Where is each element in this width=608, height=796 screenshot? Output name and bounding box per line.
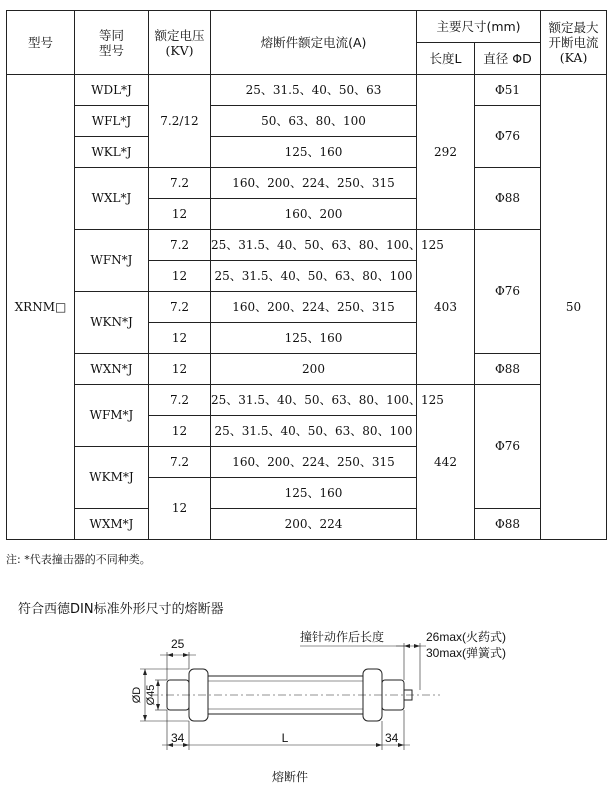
equiv-cell: WDL*J	[75, 75, 149, 106]
equiv-cell: WFM*J	[75, 385, 149, 447]
header-current: 熔断件额定电流(A)	[211, 11, 417, 75]
voltage-cell: 12	[149, 478, 211, 540]
voltage-cell: 7.2	[149, 385, 211, 416]
header-length: 长度L	[417, 43, 475, 75]
voltage-cell: 12	[149, 416, 211, 447]
model-cell: XRNM□	[7, 75, 75, 540]
equiv-cell: WKN*J	[75, 292, 149, 354]
current-cell: 200、224	[211, 509, 417, 540]
dim-34-left-label: 34	[171, 731, 185, 745]
current-cell: 125、160	[211, 323, 417, 354]
current-cell: 25、31.5、40、50、63、80、100	[211, 416, 417, 447]
max-spring-label: 30max(弹簧式)	[426, 646, 507, 660]
diameter-cell: Φ51	[475, 75, 541, 106]
equiv-cell: WXM*J	[75, 509, 149, 540]
equiv-cell: WKL*J	[75, 137, 149, 168]
voltage-cell: 7.2/12	[149, 75, 211, 168]
header-breaking: 额定最大 开断电流 (KA)	[541, 11, 607, 75]
voltage-cell: 7.2	[149, 447, 211, 478]
voltage-cell: 12	[149, 199, 211, 230]
max-fuse-label: 26max(火药式)	[426, 630, 507, 644]
fuse-drawing	[0, 620, 608, 765]
footnote: 注: *代表撞击器的不同种类。	[6, 553, 151, 566]
current-cell: 25、31.5、40、50、63、80、100、125	[211, 230, 417, 261]
equiv-cell: WXL*J	[75, 168, 149, 230]
diameter-cell: Φ88	[475, 354, 541, 385]
length-cell: 292	[417, 75, 475, 230]
diameter-cell: Φ88	[475, 168, 541, 230]
dim-34-right-label: 34	[385, 731, 399, 745]
current-cell: 200	[211, 354, 417, 385]
current-cell: 125、160	[211, 478, 417, 509]
equiv-cell: WFN*J	[75, 230, 149, 292]
voltage-cell: 7.2	[149, 168, 211, 199]
drawing-caption: 熔断件	[272, 770, 309, 784]
current-cell: 160、200、224、250、315	[211, 292, 417, 323]
dim-L-label: L	[281, 731, 289, 745]
dim-phiD-label: ØD	[131, 686, 143, 704]
voltage-cell: 12	[149, 323, 211, 354]
voltage-cell: 7.2	[149, 292, 211, 323]
dim-25-label: 25	[171, 637, 185, 651]
striker-length-label: 撞针动作后长度	[300, 630, 385, 644]
current-cell: 160、200、224、250、315	[211, 447, 417, 478]
current-cell: 25、31.5、40、50、63、80、100	[211, 261, 417, 292]
spec-table	[6, 10, 607, 540]
diameter-cell: Φ88	[475, 509, 541, 540]
voltage-cell: 12	[149, 261, 211, 292]
current-cell: 25、31.5、40、50、63、80、100、125	[211, 385, 417, 416]
current-cell: 160、200、224、250、315	[211, 168, 417, 199]
current-cell: 125、160	[211, 137, 417, 168]
header-diameter: 直径 ΦD	[475, 43, 541, 75]
current-cell: 25、31.5、40、50、63	[211, 75, 417, 106]
breaking-cell: 50	[541, 75, 607, 540]
voltage-cell: 7.2	[149, 230, 211, 261]
equiv-cell: WFL*J	[75, 106, 149, 137]
voltage-cell: 12	[149, 354, 211, 385]
header-dims: 主要尺寸(mm)	[417, 11, 541, 43]
dim-phi45-label: Ø45	[145, 684, 157, 706]
length-cell: 442	[417, 385, 475, 540]
diameter-cell: Φ76	[475, 230, 541, 354]
header-equiv: 等同 型号	[75, 11, 149, 75]
length-cell: 403	[417, 230, 475, 385]
diameter-cell: Φ76	[475, 106, 541, 168]
header-model: 型号	[7, 11, 75, 75]
current-cell: 160、200	[211, 199, 417, 230]
diameter-cell: Φ76	[475, 385, 541, 509]
drawing-title: 符合西德DIN标准外形尺寸的熔断器	[18, 602, 224, 617]
header-voltage: 额定电压 (KV)	[149, 11, 211, 75]
current-cell: 50、63、80、100	[211, 106, 417, 137]
equiv-cell: WXN*J	[75, 354, 149, 385]
equiv-cell: WKM*J	[75, 447, 149, 509]
